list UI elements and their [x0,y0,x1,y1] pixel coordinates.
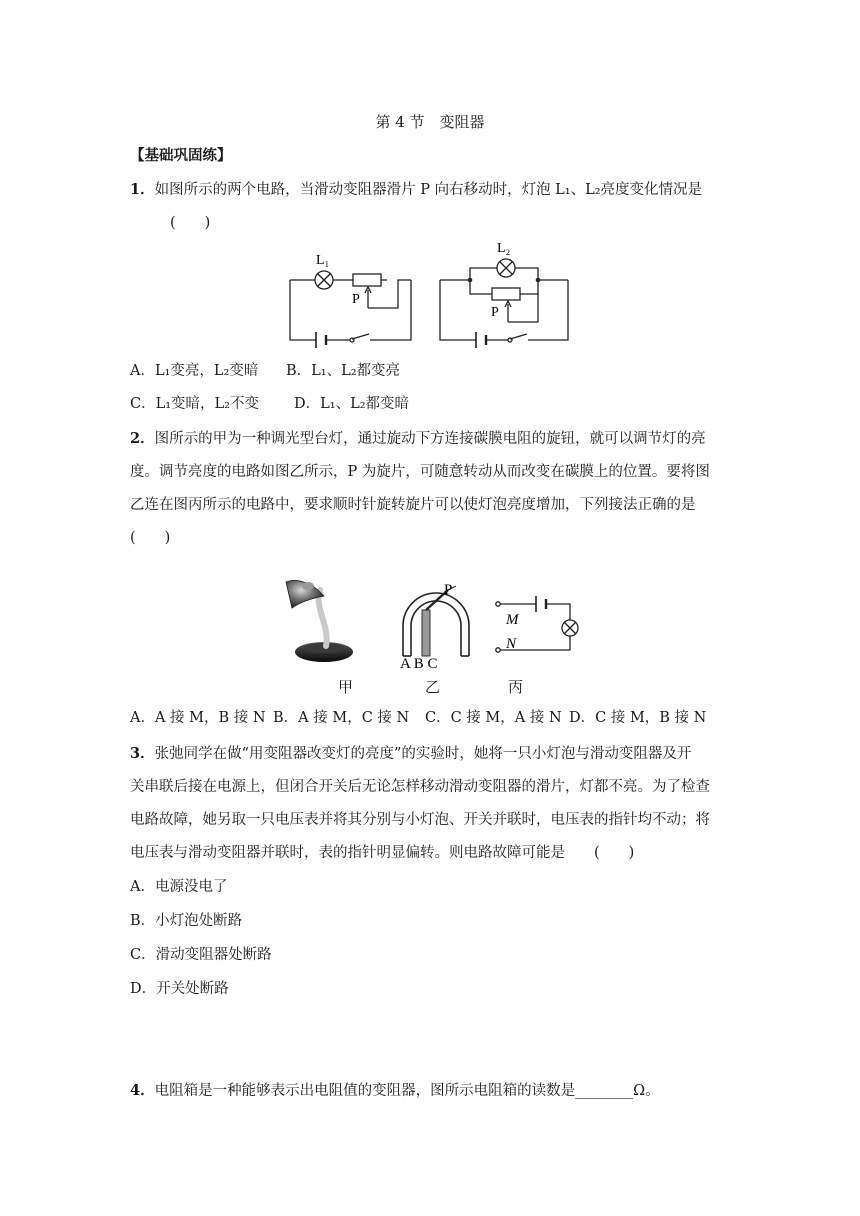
label-p-knob: P [444,582,453,598]
label-m: M [506,612,519,628]
question-2-option-a: A．A 接 M，B 接 N [130,710,266,726]
caption-jia: 甲 [338,678,354,696]
label-p1: P [352,292,360,307]
slider-1-arrow-icon [365,287,371,308]
lamp-l2-icon [497,259,515,277]
question-1-line-1 [130,180,702,200]
question-2-stem-1: 图所示的甲为一种调光型台灯，通过旋动下方连接碳膜电阻的旋钮，就可以调节灯的亮 [154,431,706,447]
potentiometer-icon [403,586,469,656]
question-3-option-c: C．滑动变阻器处断路 [130,947,272,963]
label-l1: L₁ [316,253,330,268]
circuit-2 [440,259,568,348]
label-terminals-abc: A B C [400,656,438,670]
question-2-option-c: C．C 接 M，A 接 N [425,710,562,726]
question-1-option-d: D．L₁、L₂都变暗 [294,396,410,412]
question-1-option-c: C．L₁变暗，L₂不变 [130,396,259,412]
caption-bing: 丙 [508,678,524,696]
question-2-line-1 [130,429,706,449]
question-1-option-b: B．L₁、L₂都变亮 [286,363,401,379]
slider-2-arrow-icon [505,301,511,322]
lamp-l1-icon [315,271,333,289]
rheostat-2-icon [492,288,520,300]
question-1-number: 1． [130,181,155,198]
question-2-option-b: B．A 接 M，C 接 N [273,710,410,726]
question-1-option-a: A．L₁变亮，L₂变暗 [130,363,259,379]
question-2-option-d: D．C 接 M，B 接 N [569,710,707,726]
question-2-answer-bracket: ( ) [130,530,171,546]
question-2-number: 2． [130,430,155,447]
question-2-stem-2: 度。调节亮度的电路如图乙所示，P 为旋片，可随意转动从而改变在碳膜上的位置。要将图 [130,464,710,480]
section-heading: 【基础巩固练】 [130,147,232,164]
question-2-stem-3: 乙连在图丙所示的电路中，要求顺时针旋转旋片可以使灯泡亮度增加，下列接法正确的是 [130,497,696,513]
label-l2: L₂ [497,241,511,256]
circuit-1 [290,271,411,348]
caption-yi: 乙 [425,678,441,696]
desk-lamp-icon [286,580,353,662]
question-4-stem: 电阻箱是一种能够表示出电阻值的变阻器，图所示电阻箱的读数是________Ω。 [154,1083,660,1099]
question-2-figure [278,556,582,670]
question-4-number: 4． [130,1082,155,1099]
label-n: N [506,636,517,652]
question-1-stem: 如图所示的两个电路，当滑动变阻器滑片 P 向右移动时，灯泡 L₁、L₂亮度变化情况是 [154,182,703,198]
question-3-stem-3: 电路故障，她另取一只电压表并将其分别与小灯泡、开关并联时，电压表的指针均不动；将 [130,812,710,828]
question-4-line [130,1081,660,1101]
question-3-option-a: A．电源没电了 [130,879,228,895]
question-1-circuit-figure [280,236,580,348]
question-3-stem-2: 关串联后接在电源上，但闭合开关后无论怎样移动滑动变阻器的滑片，灯都不亮。为了检查 [130,779,710,795]
question-3-stem-4: 电压表与滑动变阻器并联时，表的指针明显偏转。则电路故障可能是 ( ) [130,845,635,861]
question-3-option-d: D．开关处断路 [130,981,229,997]
question-3-stem-1: 张弛同学在做“用变阻器改变灯的亮度”的实验时，她将一只小灯泡与滑动变阻器及开 [154,746,692,762]
question-3-option-b: B．小灯泡处断路 [130,913,243,929]
rheostat-1-icon [353,274,381,286]
question-3-number: 3． [130,745,155,762]
question-3-line-1 [130,744,691,764]
question-1-answer-bracket: ( ) [170,215,211,231]
lamp-bing-icon [562,620,578,636]
label-p2: P [491,305,499,320]
page-title: 第 4 节 变阻器 [375,113,485,131]
